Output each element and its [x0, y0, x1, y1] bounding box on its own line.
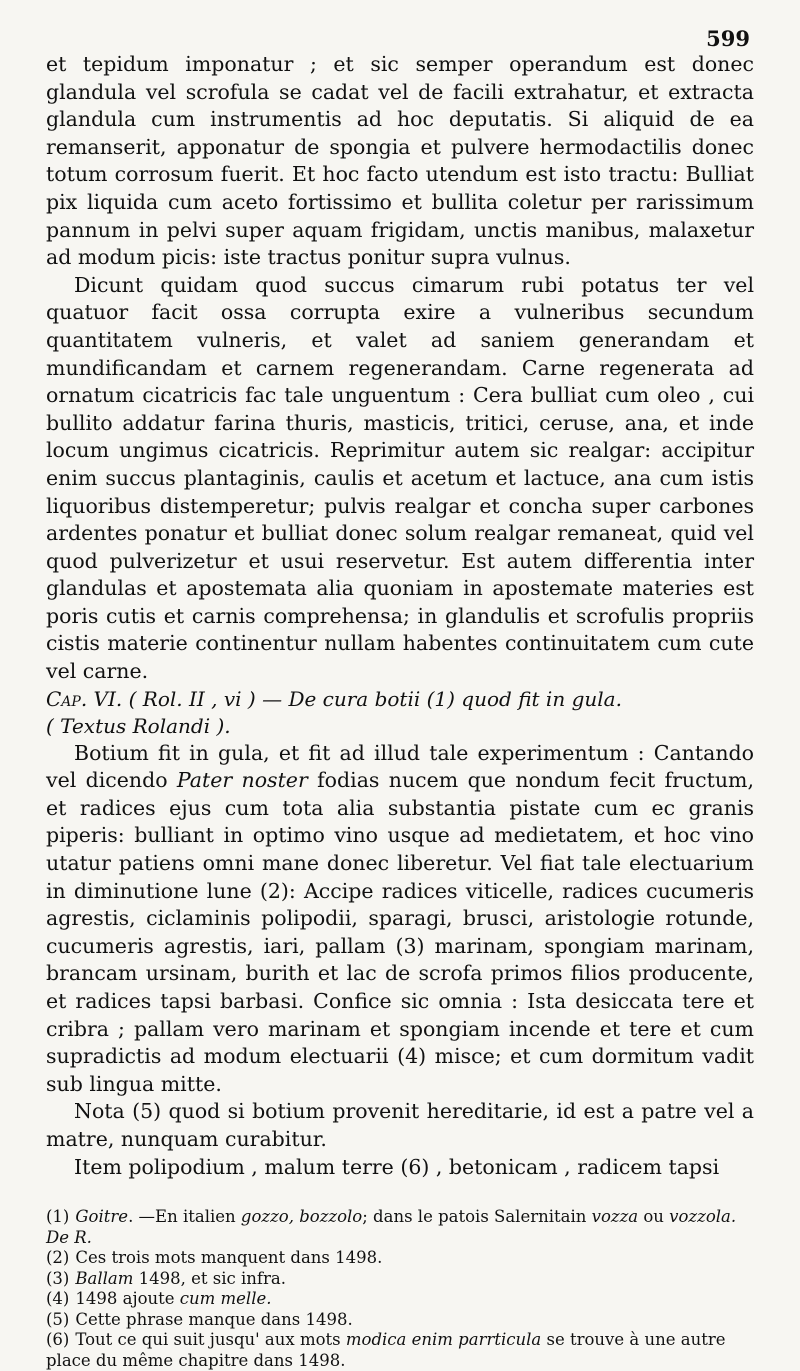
paragraph-3-text-a: Botium fit in gula, et fit ad illud tale experimentum : Cantando vel dicendo: [46, 740, 754, 793]
footnote-italic: cum melle.: [179, 1289, 272, 1309]
paragraph-5: Item polipodium , malum terre (6) , betonicam , radicem tapsi: [74, 1154, 720, 1179]
footnote-number: (6): [46, 1330, 70, 1350]
page-number: 599: [706, 26, 750, 51]
paragraph-4: Nota (5) quod si botium provenit hereditarie, id est a patre vel a matre, nunquam curabitur.: [46, 1099, 754, 1151]
chapter-heading: [46, 686, 754, 740]
footnote-4: [46, 1289, 754, 1310]
footnote-text: se trouve à une autre place du même chapitre dans 1498.: [46, 1330, 726, 1370]
paragraph-3-text-b: fodias nucem que nondum fecit fructum, et radices ejus cum tota alia substantia pistate cum ec granis piperis: bulliant in optimo vino usque ad medietatem, et hoc vino utatur patiens omni mane donec liberetur. Vel fiat tale electuarium in diminutione lune (2): Accipe radices viticelle, radices cucumeris agrestis, ciclaminis polipodii, sparagi, brusci, aristologie rotunde, cucumeris agrestis, iari, pallam (3) marinam, spongiam marinam, brancam ursinam, burith et lac de scrofa primos filios producente, et radices tapsi barbasi. Confice sic omnia : Ista desiccata tere et cribra ; pallam vero marinam et spongiam incende et tere et cum supradictis ad modum electuarii (4) misce; et cum dormitum vadit sub lingua mitte.: [46, 768, 755, 1096]
footnote-italic: gozzo, bozzolo: [240, 1207, 363, 1227]
footnote-text: ou: [638, 1207, 670, 1227]
footnote-text: ; dans le patois Salernitain: [362, 1207, 592, 1227]
footnote-italic: Ballam: [75, 1268, 134, 1288]
footnote-3: [46, 1269, 754, 1290]
chapter-title: De cura botii (1) quod fit in gula.: [288, 686, 622, 711]
footnote-text: Cette phrase manque dans 1498.: [75, 1309, 353, 1329]
footnote-1: [46, 1207, 754, 1248]
footnote-text: Tout ce qui suit jusqu' aux mots: [75, 1330, 346, 1350]
footnotes: [46, 1207, 754, 1371]
footnote-italic: modica enim parrticula: [345, 1330, 542, 1350]
footnote-number: (3): [46, 1268, 70, 1288]
footnote-italic: vozzola. De R.: [46, 1207, 737, 1247]
footnote-italic: Goitre: [75, 1207, 129, 1227]
paragraph-1: et tepidum imponatur ; et sic semper operandum est donec glandula vel scrofula se cadat vel de facili extrahatur, et extracta glandula cum instrumentis ad hoc deputatis. Si aliquid de ea remanserit, apponatur de spongia et pulvere hermodactilis donec totum corrosum fuerit. Et hoc facto utendum est isto tractu: Bulliat pix liquida cum aceto fortissimo et bullita coletur per rarissimum pannum in pelvi super aquam frigidam, unctis manibus, malaxetur ad modum picis: iste tractus ponitur supra vulnus.: [46, 52, 754, 270]
main-text: [46, 51, 754, 1181]
footnote-5: [46, 1310, 754, 1331]
pater-noster-italic: Pater noster: [176, 768, 308, 793]
paragraph-2: Dicunt quidam quod succus cimarum rubi potatus ter vel quatuor facit ossa corrupta exire a vulneribus secundum quantitatem vulneris, et valet ad saniem generandam et mundificandam et carnem regenerandam. Carne regenerata ad ornatum cicatricis fac tale unguentum : Cera bulliat cum oleo , cui bullito addatur farina thuris, masticis, tritici, ceruse, ana, et inde locum ungimus cicatricis. Reprimitur autem sic realgar: accipitur enim succus plantaginis, caulis et acetum et lactuce, ana cum istis liquoribus distemperetur; pulvis realgar et concha super carbones ardentes ponatur et bulliat donec solum realgar remaneat, quid vel quod pulverizetur et usui reservetur. Est autem differentia inter glandulas et apostemata alia quoniam in apostemate materies est poris cutis et carnis comprehensa; in glandulis et scrofulis propriis cistis materie continentur nullam habentes continuitatem cum cute vel carne.: [46, 272, 754, 684]
footnote-2: [46, 1248, 754, 1269]
footnote-number: (4): [46, 1289, 70, 1309]
footnote-text: . —En italien: [128, 1207, 241, 1227]
chapter-number: Cap. VI.: [46, 686, 123, 711]
footnote-italic: vozza: [591, 1207, 639, 1227]
footnote-number: (5): [46, 1309, 70, 1329]
footnote-6: [46, 1330, 754, 1371]
footnote-text: 1498, et sic infra.: [133, 1268, 286, 1288]
footnote-number: (1): [46, 1207, 70, 1227]
chapter-reference: ( Rol. II , vi ) —: [128, 686, 283, 711]
paragraph-3: [46, 740, 754, 1099]
footnote-text: 1498 ajoute: [75, 1289, 180, 1309]
chapter-source: ( Textus Rolandi ).: [46, 713, 231, 738]
footnote-number: (2): [46, 1248, 70, 1268]
footnote-text: Ces trois mots manquent dans 1498.: [75, 1248, 383, 1268]
